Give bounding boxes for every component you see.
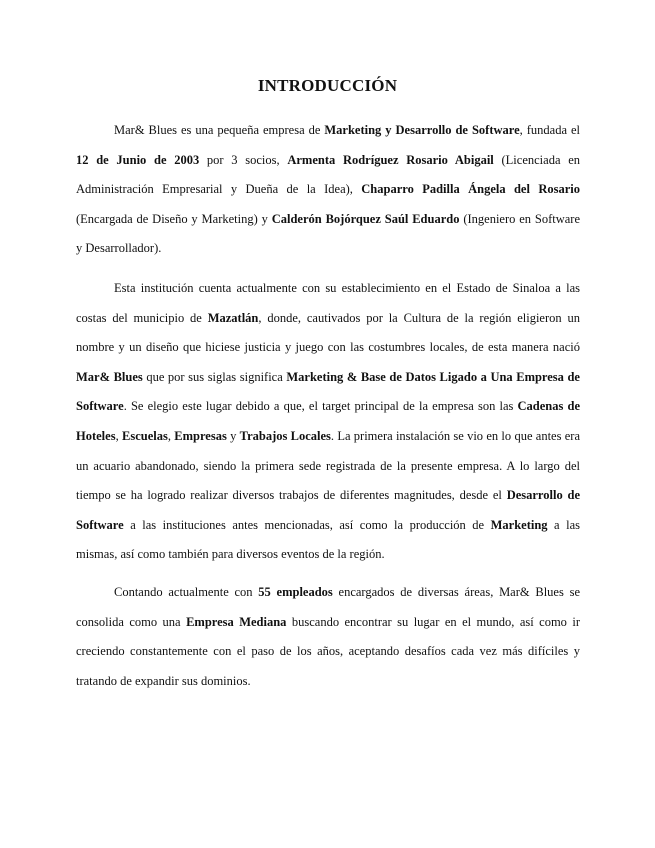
bold-text-run: Escuelas xyxy=(122,428,168,443)
bold-text-run: Calderón Bojórquez Saúl Eduardo xyxy=(271,211,460,226)
text-run: Mar& Blues es una pequeña empresa de xyxy=(114,123,325,137)
text-run: a las instituciones antes mencionadas, así como la producción de xyxy=(123,517,491,532)
text-run: y xyxy=(226,428,240,443)
text-run: (Ingeniero en Software y Desarrollador). xyxy=(76,211,580,256)
text-run: que por sus siglas significa xyxy=(142,369,287,384)
bold-text-run: Marketing & Base de Datos Ligado a Una Empresa de Software xyxy=(76,369,580,414)
bold-text-run: 55 empleados xyxy=(258,585,333,599)
page-title: INTRODUCCIÓN xyxy=(257,76,398,95)
text-run: , fundada el xyxy=(519,123,580,137)
paragraph-3 xyxy=(76,578,580,696)
text-run: por 3 socios, xyxy=(199,152,288,167)
bold-text-run: Armenta Rodríguez Rosario Abigail xyxy=(287,152,494,167)
bold-text-run: Chaparro Padilla Ángela del Rosario xyxy=(361,182,580,197)
text-run: Contando actualmente con xyxy=(114,585,259,599)
bold-text-run: Trabajos Locales xyxy=(239,428,331,443)
bold-text-run: Mar& Blues xyxy=(76,369,143,384)
bold-text-run: Empresas xyxy=(174,428,227,443)
text-run: encargados de diversas áreas, Mar& Blues se consolida como una xyxy=(76,585,580,629)
bold-text-run: Desarrollo de Software xyxy=(76,488,580,532)
text-run: (Licenciada en Administración Empresarial y Dueña de la Idea), xyxy=(76,152,580,197)
bold-text-run: Empresa Mediana xyxy=(186,614,287,629)
text-run: . Se elegio este lugar debido a que, el target principal de la empresa son las xyxy=(123,399,518,414)
text-run: . La primera instalación se vio en lo que antes era un acuario abandonado, siendo la primera sede registrada de la presente empresa. A lo largo del tiempo se ha logrado realizar diversos trabajos de diferentes magnitudes, desde el xyxy=(76,428,581,503)
bold-text-run: Marketing xyxy=(490,517,548,532)
paragraph-2 xyxy=(76,274,580,570)
text-run: (Encargada de Diseño y Marketing) y xyxy=(76,211,272,226)
text-run: , donde, cautivados por la Cultura de la región eligieron un nombre y un diseño que hiciese justicia y juego con las costumbres locales, de esta manera nació xyxy=(76,310,580,355)
text-run: , xyxy=(115,428,122,443)
bold-text-run: Cadenas de Hoteles xyxy=(76,399,581,443)
bold-text-run: 12 de Junio de 2003 xyxy=(76,152,200,167)
bold-text-run: Mazatlán xyxy=(207,310,259,325)
text-run: Esta institución cuenta actualmente con su establecimiento en el Estado de Sinaloa a las costas del municipio de xyxy=(76,281,580,325)
bold-text-run: Marketing y Desarrollo de Software xyxy=(324,123,520,137)
text-run: buscando encontrar su lugar en el mundo, así como ir creciendo constantemente con el paso de los años, aceptando desafíos cada vez más difíciles y tratando de expandir sus dominios. xyxy=(76,614,580,688)
text-run: a las mismas, así como también para diversos eventos de la región. xyxy=(76,517,580,562)
text-run: , xyxy=(167,428,175,443)
paragraph-1 xyxy=(76,116,580,264)
